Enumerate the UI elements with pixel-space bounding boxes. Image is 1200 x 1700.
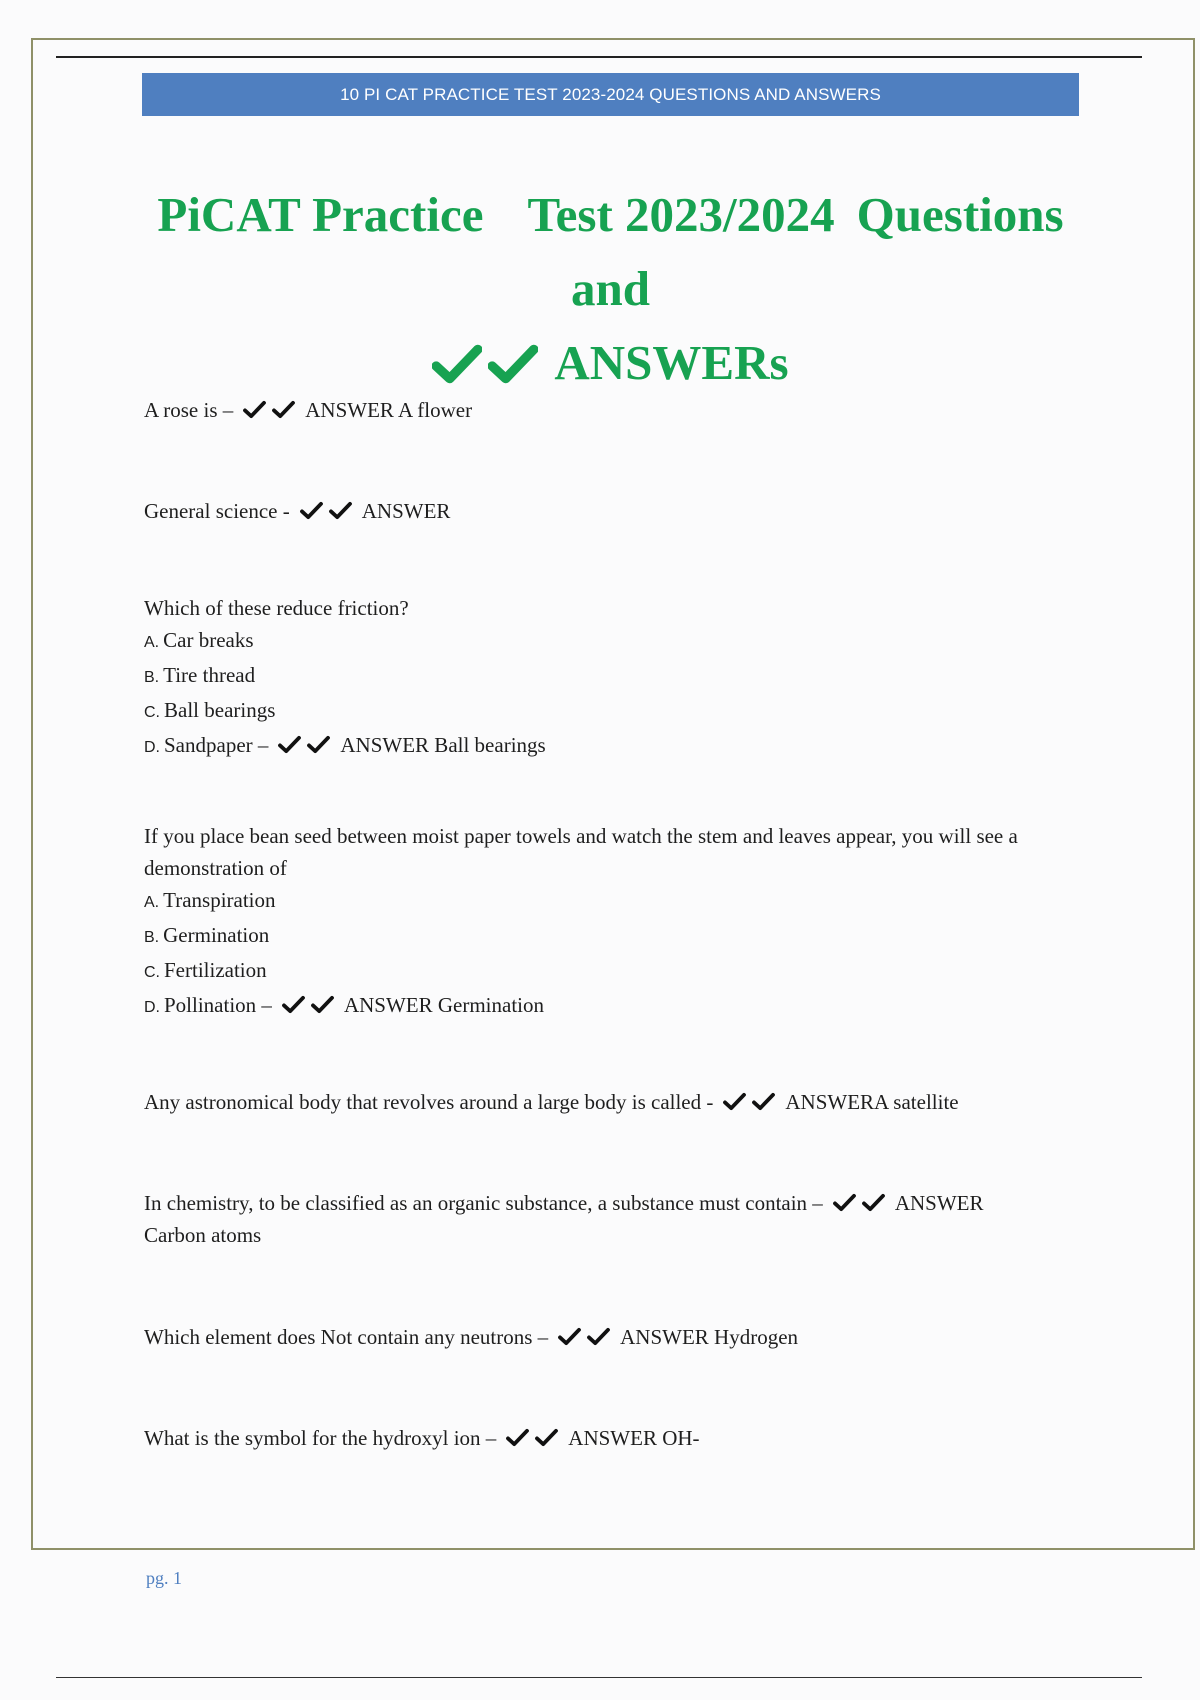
question-text: General science - (144, 499, 290, 523)
check-icon (506, 1428, 529, 1447)
check-icon (307, 735, 330, 754)
option-a: A. Car breaks (144, 628, 254, 652)
header-banner (142, 73, 1079, 116)
answer-text-continued: Carbon atoms (144, 1223, 262, 1247)
question-text: In chemistry, to be classified as an organic substance, a substance must contain – (144, 1191, 823, 1215)
page-number: pg. 1 (146, 1568, 182, 1588)
option-b: B. Germination (144, 923, 270, 947)
option-a: A. Transpiration (144, 888, 276, 912)
question-6 (144, 1187, 1104, 1251)
answer-text: ANSWERA satellite (785, 1090, 959, 1114)
question-text: A rose is – (144, 398, 234, 422)
answer-text: ANSWER OH- (568, 1426, 700, 1450)
check-icon (300, 501, 323, 520)
question-4 (144, 820, 1084, 1024)
answer-text: ANSWER (894, 1191, 984, 1215)
title-part-3: Questions and (570, 187, 1064, 316)
check-icon (862, 1193, 885, 1212)
option-d: D. Sandpaper – ANSWER Ball bearings (144, 733, 546, 757)
check-icon (723, 1092, 746, 1111)
check-icon (833, 1193, 856, 1212)
check-icon (311, 995, 334, 1014)
question-text: If you place bean seed between moist paper towels and watch the stem and leaves appear, you will see a demonstration of (144, 824, 1018, 880)
question-2 (144, 495, 1084, 527)
option-b: B. Tire thread (144, 663, 256, 687)
page-title (142, 178, 1079, 400)
question-text: Any astronomical body that revolves around a large body is called - (144, 1090, 714, 1114)
option-c: C. Fertilization (144, 958, 267, 982)
option-c: C. Ball bearings (144, 698, 276, 722)
question-8 (144, 1422, 1084, 1454)
question-1 (144, 394, 1084, 426)
check-icon (558, 1327, 581, 1346)
check-icon (535, 1428, 558, 1447)
title-part-4: ANSWERs (554, 335, 789, 390)
check-icon (752, 1092, 775, 1111)
check-icon (432, 343, 482, 385)
check-icon (587, 1327, 610, 1346)
answer-text: ANSWER (361, 499, 451, 523)
check-icon (488, 343, 538, 385)
question-5 (144, 1086, 1104, 1118)
answer-text: ANSWER Hydrogen (620, 1325, 799, 1349)
answer-text: ANSWER Ball bearings (340, 733, 546, 757)
answer-text: ANSWER A flower (305, 398, 473, 422)
option-d: D. Pollination – ANSWER Germination (144, 993, 544, 1017)
answer-text: ANSWER Germination (343, 993, 544, 1017)
question-text: What is the symbol for the hydroxyl ion – (144, 1426, 497, 1450)
bottom-rule (56, 1677, 1142, 1678)
question-3 (144, 592, 1084, 764)
title-part-1: PiCAT Practice (157, 187, 484, 242)
top-rule (56, 56, 1142, 58)
check-icon (329, 501, 352, 520)
question-7 (144, 1321, 1084, 1353)
question-text: Which element does Not contain any neutrons – (144, 1325, 549, 1349)
check-icon (243, 400, 266, 419)
check-icon (282, 995, 305, 1014)
check-icon (272, 400, 295, 419)
check-icon (278, 735, 301, 754)
header-banner-text: 10 PI CAT PRACTICE TEST 2023-2024 QUESTIONS AND ANSWERS (340, 84, 881, 104)
question-text: Which of these reduce friction? (144, 596, 409, 620)
title-part-2: Test 2023/2024 (527, 187, 835, 242)
